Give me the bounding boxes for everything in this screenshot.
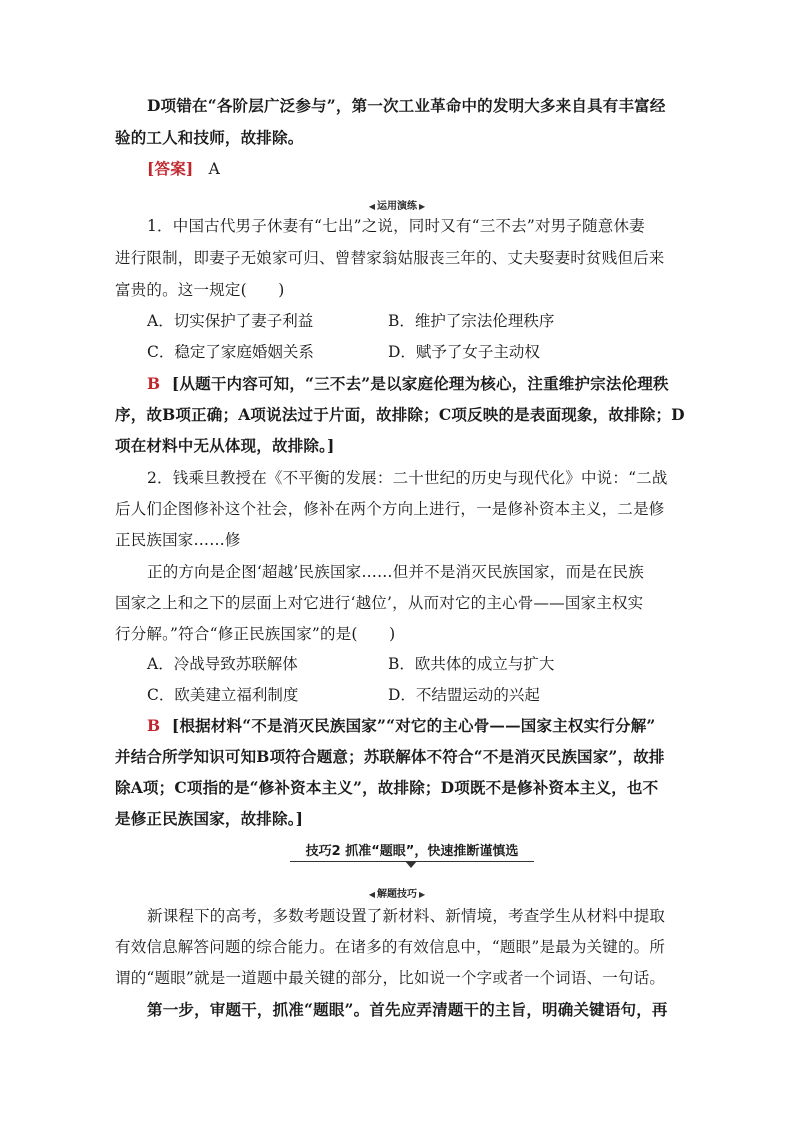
body-paragraph1-line3: 谓的“题眼”就是一道题中最关键的部分，比如说一个字或者一个词语、一句话。 [115, 969, 666, 987]
q1-stem-line1: 1．中国古代男子休妻有“七出”之说，同时又有“三不去”对男子随意休妻 [147, 217, 645, 235]
d-explanation-line1: D项错在“各阶层广泛参与”，第一次工业革命中的发明大多来自具有丰富经 [147, 96, 666, 115]
section-header-practice [0, 194, 794, 214]
q2-option-b: B．欧共体的成立与扩大 [388, 655, 555, 673]
q2-option-c: C．欧美建立福利制度 [147, 686, 299, 704]
q1-explanation-line3: 项在材料中无从体现，故排除。] [115, 436, 335, 455]
skill-heading: 技巧2 抓准“题眼”，快速推断谨慎选 [290, 843, 534, 862]
q1-explanation-line1 [147, 373, 681, 395]
q1-option-b: B．维护了宗法伦理秩序 [388, 312, 555, 330]
triangle-right-icon: ▶ [419, 890, 426, 899]
q2-stem-line4: 正的方向是企图‘超越’民族国家……但并不是消灭民族国家，而是在民族 [147, 563, 644, 581]
q1-option-a: A．切实保护了妻子利益 [147, 312, 314, 330]
q2-explanation-text: [根据材料“不是消灭民族国家”“对它的主心骨——国家主权实行分解” [171, 716, 656, 735]
section-tag-tips: 解题技巧 [377, 889, 417, 900]
answer-label: [答案] [147, 159, 194, 178]
q2-stem-line5: 国家之上和之下的层面上对它进行‘越位’，从而对它的主心骨——国家主权实 [115, 594, 644, 612]
q2-explanation-line2: 并结合所学知识可知B项符合题意；苏联解体不符合“不是消灭民族国家”，故排 [115, 747, 665, 766]
q1-option-c: C．稳定了家庭婚姻关系 [147, 343, 314, 361]
q2-explanation-line1 [147, 715, 681, 737]
q2-option-d: D．不结盟运动的兴起 [388, 686, 540, 704]
q2-stem-line3: 正民族国家……修 [115, 531, 241, 549]
q2-explanation-line3: 除A项；C项指的是“修补资本主义”，故排除；D项既不是修补资本主义，也不 [115, 778, 659, 797]
body-paragraph2-text: 第一步，审题干，抓准“题眼”。首先应弄清题干的主旨，明确关键语句，再 [147, 1000, 668, 1019]
q2-stem-line2: 后人们企图修补这个社会，修补在两个方向上进行，一是修补资本主义，二是修 [115, 500, 665, 518]
q2-explanation-line4: 是修正民族国家，故排除。] [115, 809, 304, 828]
q1-explanation-line2: 序，故B项正确；A项说法过于片面，故排除；C项反映的是表面现象，故排除；D [115, 405, 685, 424]
answer-row [147, 158, 681, 180]
body-paragraph2-line1 [147, 999, 681, 1021]
skill-arrow-icon [405, 861, 417, 868]
triangle-left-icon: ◀ [368, 890, 375, 899]
triangle-right-icon: ▶ [419, 202, 426, 211]
body-paragraph1-line1: 新课程下的高考，多数考题设置了新材料、新情境，考查学生从材料中提取 [147, 907, 666, 925]
q2-stem-line6: 行分解。”符合“修正民族国家”的是( ) [115, 625, 396, 643]
triangle-left-icon: ◀ [368, 202, 375, 211]
body-paragraph1-line2: 有效信息解答问题的综合能力。在诸多的有效信息中，“题眼”是最为关键的。所 [115, 938, 666, 956]
q2-answer-letter: B [147, 716, 161, 735]
q1-option-d: D．赋予了女子主动权 [388, 343, 540, 361]
q1-explanation-text: [从题干内容可知，“三不去”是以家庭伦理为核心，注重维护宗法伦理秩 [171, 374, 669, 393]
section-header-tips [0, 882, 794, 902]
q2-stem-line1: 2．钱乘旦教授在《不平衡的发展：二十世纪的历史与现代化》中说：“二战 [147, 469, 668, 487]
d-explanation-line2: 验的工人和技师，故排除。 [115, 128, 304, 147]
q1-stem-line3: 富贵的。这一规定( ) [115, 281, 285, 299]
section-tag-practice: 运用演练 [377, 201, 417, 212]
q1-stem-line2: 进行限制，即妻子无娘家可归、曾替家翁姑服丧三年的、丈夫娶妻时贫贱但后来 [115, 249, 665, 267]
q2-option-a: A．冷战导致苏联解体 [147, 655, 298, 673]
answer-value: A [208, 160, 221, 178]
q1-answer-letter: B [147, 374, 161, 393]
